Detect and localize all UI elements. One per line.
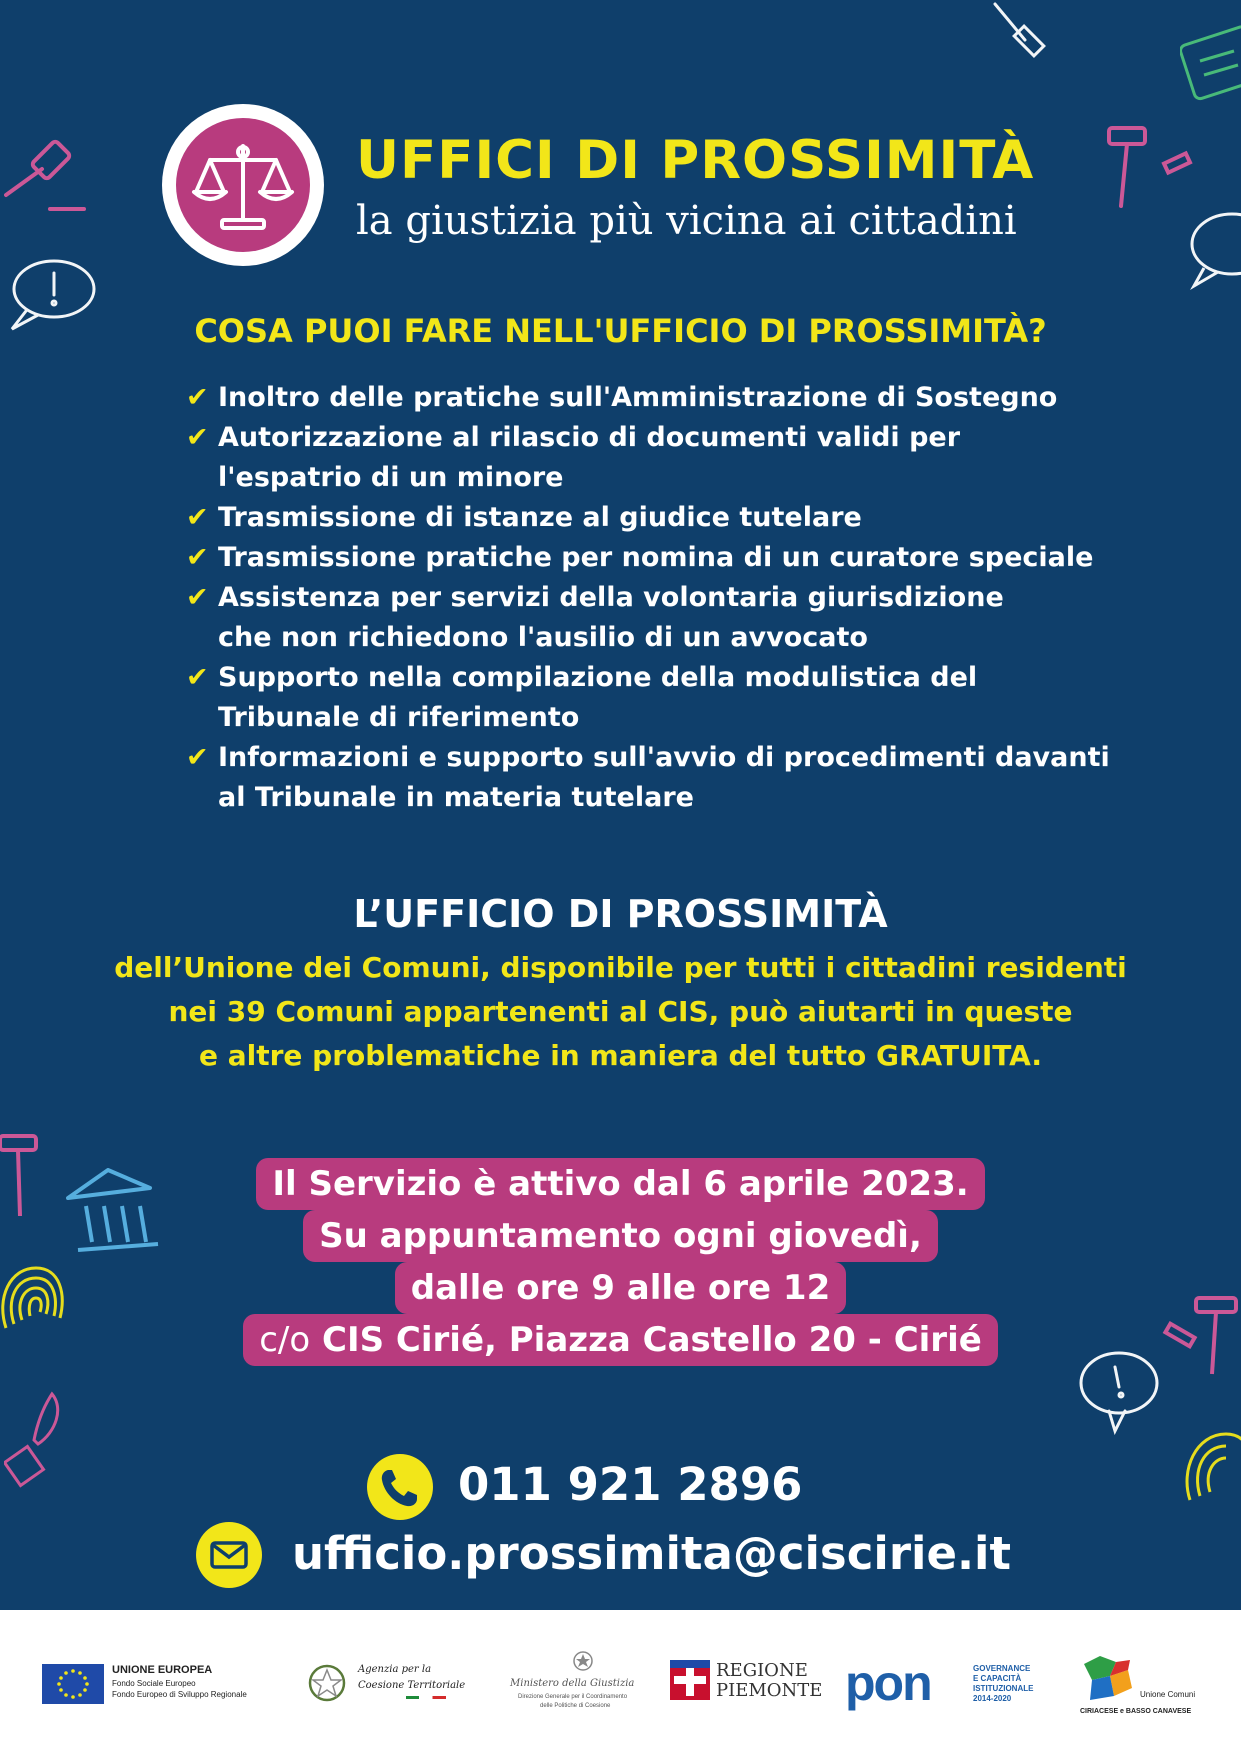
page-title: UFFICI DI PROSSIMITÀ (356, 130, 1035, 191)
services-list (186, 378, 1118, 818)
schedule-day: Su appuntamento ogni giovedì, (303, 1210, 938, 1262)
ministry-emblem-icon (572, 1650, 594, 1672)
check-icon: ✔ (186, 542, 209, 573)
hammer-doodle-icon (985, 0, 1055, 70)
check-icon: ✔ (186, 382, 209, 413)
phone-number[interactable]: 011 921 2896 (458, 1458, 803, 1511)
schedule-start-date: Il Servizio è attivo dal 6 aprile 2023. (256, 1158, 984, 1210)
check-icon: ✔ (186, 582, 209, 613)
pen-doodle-icon (4, 1388, 68, 1488)
check-icon: ✔ (186, 422, 209, 453)
speech-bubble-doodle-icon-right (1180, 200, 1241, 300)
office-description: dell’Unione dei Comuni, disponibile per tutti i cittadini residenti nei 39 Comuni appartenenti al CIS, può aiutarti in queste e altre problematiche in maniera del tutto GRATUITA. (114, 951, 1127, 1072)
phone-icon (367, 1454, 433, 1520)
schedule-hours: dalle ore 9 alle ore 12 (395, 1262, 847, 1314)
piemonte-flag-icon (670, 1660, 710, 1700)
list-item: ✔ Assistenza per servizi della volontaria giurisdizione che non richiedono l'ausilio di un avvocato (186, 578, 1118, 658)
logo-badge (162, 104, 324, 266)
list-item: ✔ Trasmissione pratiche per nomina di un curatore speciale (186, 538, 1118, 578)
italian-emblem-icon (306, 1662, 348, 1704)
list-item: ✔ Trasmissione di istanze al giudice tutelare (186, 498, 1118, 538)
check-icon: ✔ (186, 742, 209, 773)
partner-logos-footer: UNIONE EUROPEA Fondo Sociale Europeo Fondo Europeo di Sviluppo Regionale Agenzia per la Coesione Territoriale Ministero della Giustizia Direzione Generale per il Coordinamento delle Politiche di Coesione REGIONE PIEMONTE pon GOVERNANCE E CAPACITÀ ISTITUZIONALE 2014-2020 Unione Comuni CIRIACESE e BASSO CANAVESE (0, 1610, 1241, 1755)
email-link[interactable]: ufficio.prossimita@ciscirie.it (292, 1527, 1011, 1580)
envelope-icon (196, 1522, 262, 1588)
services-heading: COSA PUOI FARE NELL'UFFICIO DI PROSSIMITÀ? (194, 312, 1047, 350)
gavel-doodle-icon (2, 135, 92, 225)
office-title: L’UFFICIO DI PROSSIMITÀ (353, 892, 888, 936)
document-doodle-icon (1180, 15, 1241, 115)
schedule-block (0, 1158, 1241, 1366)
eu-flag-icon (42, 1664, 104, 1704)
list-item: ✔ Informazioni e supporto sull'avvio di procedimenti davanti al Tribunale in materia tutelare (186, 738, 1118, 818)
check-icon: ✔ (186, 502, 209, 533)
list-item: ✔ Supporto nella compilazione della modulistica del Tribunale di riferimento (186, 658, 1118, 738)
union-map-icon (1080, 1654, 1136, 1704)
scales-of-justice-icon (176, 118, 310, 252)
list-item: ✔ Inoltro delle pratiche sull'Amministrazione di Sostegno (186, 378, 1118, 418)
check-icon: ✔ (186, 662, 209, 693)
list-item: ✔ Autorizzazione al rilascio di documenti validi per l'espatrio di un minore (186, 418, 1118, 498)
page-subtitle: la giustizia più vicina ai cittadini (356, 198, 1017, 244)
fingerprint-doodle-icon-right (1180, 1420, 1241, 1510)
schedule-address: c/o CIS Cirié, Piazza Castello 20 - Cirié (243, 1314, 998, 1366)
